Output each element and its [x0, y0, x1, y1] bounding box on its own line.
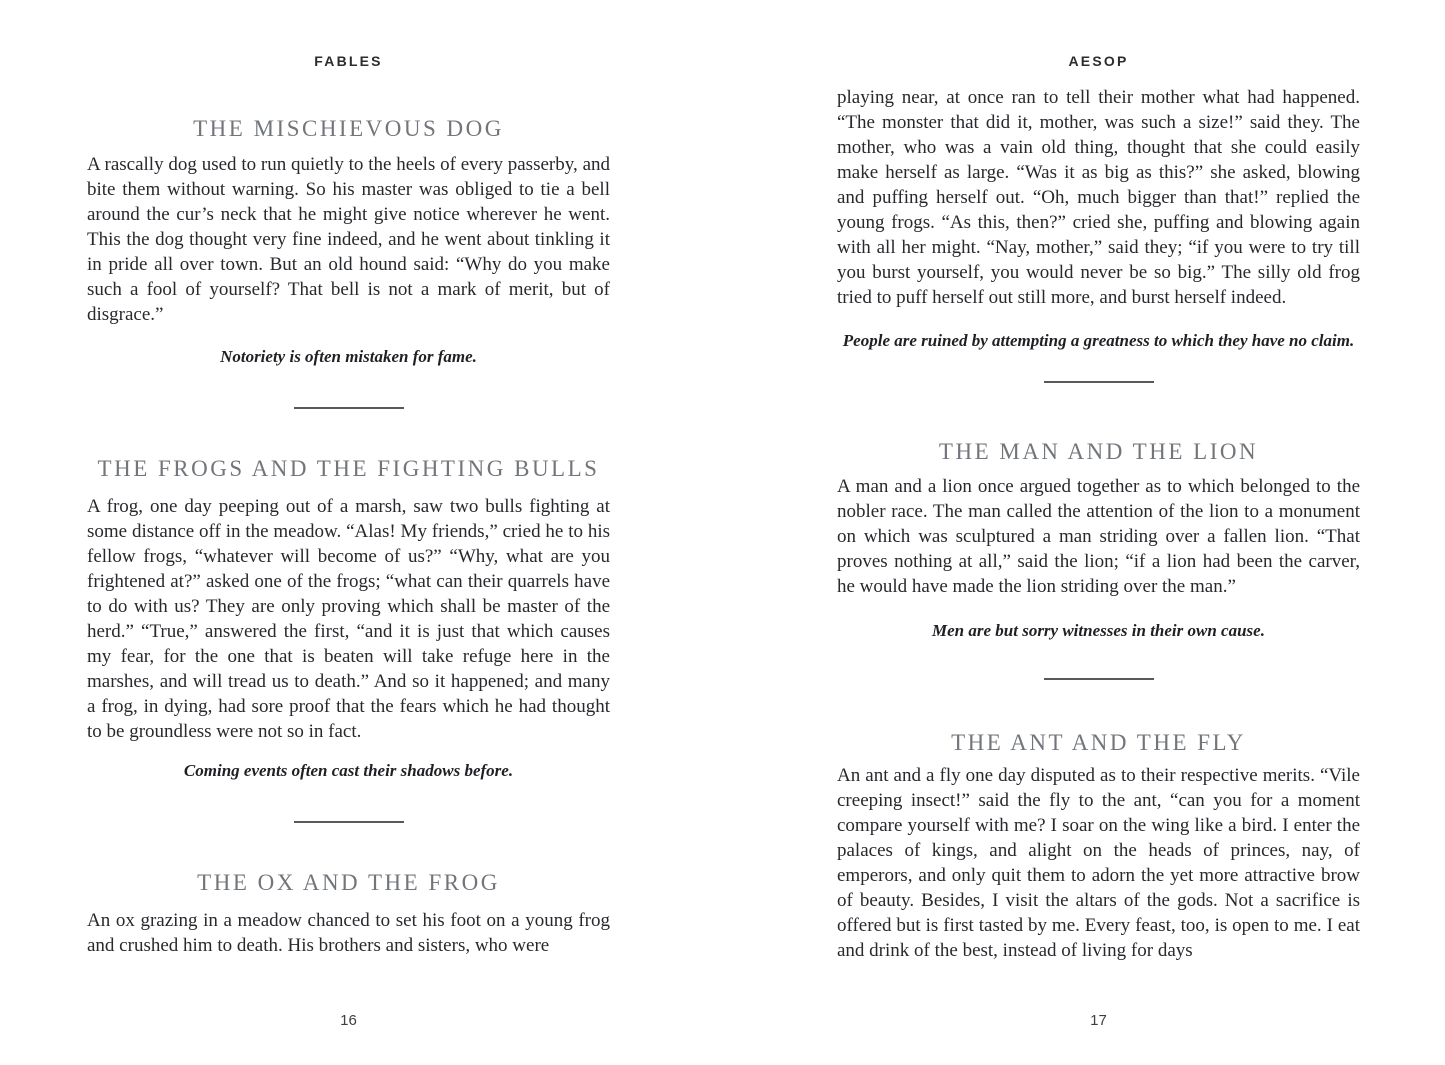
page-number-left: 16: [340, 1012, 357, 1029]
fable-body-the-ox-and-the-frog-continued: playing near, at once ran to tell their mother what had happened. “The monster that did it, mother, was such a size!” said they. The mother, who was a vain old thing, thought that she could easily make herself as large. “Was it as big as this?” she asked, blowing and puffing herself out. “Oh, much bigger than that!” replied the young frogs. “As this, then?” cried she, puffing and blowing again with all her might. “Nay, mother,” said they; “if you were to try till you burst yourself, you would never be so big.” The silly old frog tried to puff herself out still more, and burst herself indeed.: [837, 87, 1360, 308]
fable-moral-the-mischievous-dog: Notoriety is often mistaken for fame.: [220, 347, 477, 366]
fable-body-the-ox-and-the-frog: An ox grazing in a meadow chanced to set his foot on a young frog and crushed him to death. His brothers and sisters, who were: [87, 910, 610, 956]
fable-body-the-ant-and-the-fly: An ant and a fly one day disputed as to their respective merits. “Vile creeping insect!” said the fly to the ant, “can you for a moment compare yourself with me? I soar on the wing like a bird. I enter the palaces of kings, and alight on the heads of princes, nay, of emperors, and only quit them to adorn the yet more attractive brow of beauty. Besides, I visit the altars of the gods. Not a sacrifice is offered but is first tasted by me. Every feast, too, is open to me. I eat and drink of the best, instead of living for days: [837, 765, 1360, 961]
fable-moral-the-frogs-and-the-fighting-bulls: Coming events often cast their shadows before.: [183, 761, 514, 780]
fable-body-the-man-and-the-lion: A man and a lion once argued together as to which belonged to the nobler race. The man called the attention of the lion to a monument on which was sculptured a man striding over a fallen lion. “That proves nothing at all,” said the lion; “if a lion had been the carver, he would have made the lion striding over the man.”: [837, 476, 1360, 597]
fable-moral-the-ox-and-the-frog: People are ruined by attempting a greatness to which they have no claim.: [842, 331, 1355, 350]
fable-moral-the-man-and-the-lion: Men are but sorry witnesses in their own cause.: [932, 621, 1265, 640]
section-divider: [1044, 381, 1154, 383]
section-divider: [1044, 678, 1154, 680]
fable-title-the-ox-and-the-frog: THE OX AND THE FROG: [197, 870, 500, 895]
fable-title-the-mischievous-dog: THE MISCHIEVOUS DOG: [193, 116, 504, 141]
section-divider: [294, 407, 404, 409]
page-right: [837, 0, 1360, 1065]
fable-title-the-ant-and-the-fly: THE ANT AND THE FLY: [951, 730, 1246, 755]
page-number-right: 17: [1090, 1012, 1107, 1029]
fable-body-the-frogs-and-the-fighting-bulls: A frog, one day peeping out of a marsh, saw two bulls fighting at some distance off in the meadow. “Alas! My friends,” cried he to his fellow frogs, “whatever will become of us?” “Why, what are you frightened at?” asked one of the frogs; “what can their quarrels have to do with us? They are only proving which shall be master of the herd.” “True,” answered the first, “and it is just that which causes my fear, for the one that is beaten will take refuge here in the marshes, and will tread us to death.” And so it happened; and many a frog, in dying, had sore proof that the fears which he had thought to be groundless were not so in fact.: [87, 496, 610, 742]
running-head-left: FABLES: [314, 53, 383, 69]
fable-title-the-man-and-the-lion: THE MAN AND THE LION: [938, 439, 1259, 464]
section-divider: [294, 821, 404, 823]
fable-title-the-frogs-and-the-fighting-bulls: THE FROGS AND THE FIGHTING BULLS: [97, 456, 600, 481]
page-left: [87, 0, 610, 1065]
fable-body-the-mischievous-dog: A rascally dog used to run quietly to the heels of every passerby, and bite them without warning. So his master was obliged to tie a bell around the cur’s neck that he might give notice wherever he went. This the dog thought very fine indeed, and he went about tinkling it in pride all over town. But an old hound said: “Why do you make such a fool of yourself? That bell is not a mark of merit, but of disgrace.”: [87, 154, 610, 325]
running-head-right: AESOP: [1068, 53, 1129, 69]
